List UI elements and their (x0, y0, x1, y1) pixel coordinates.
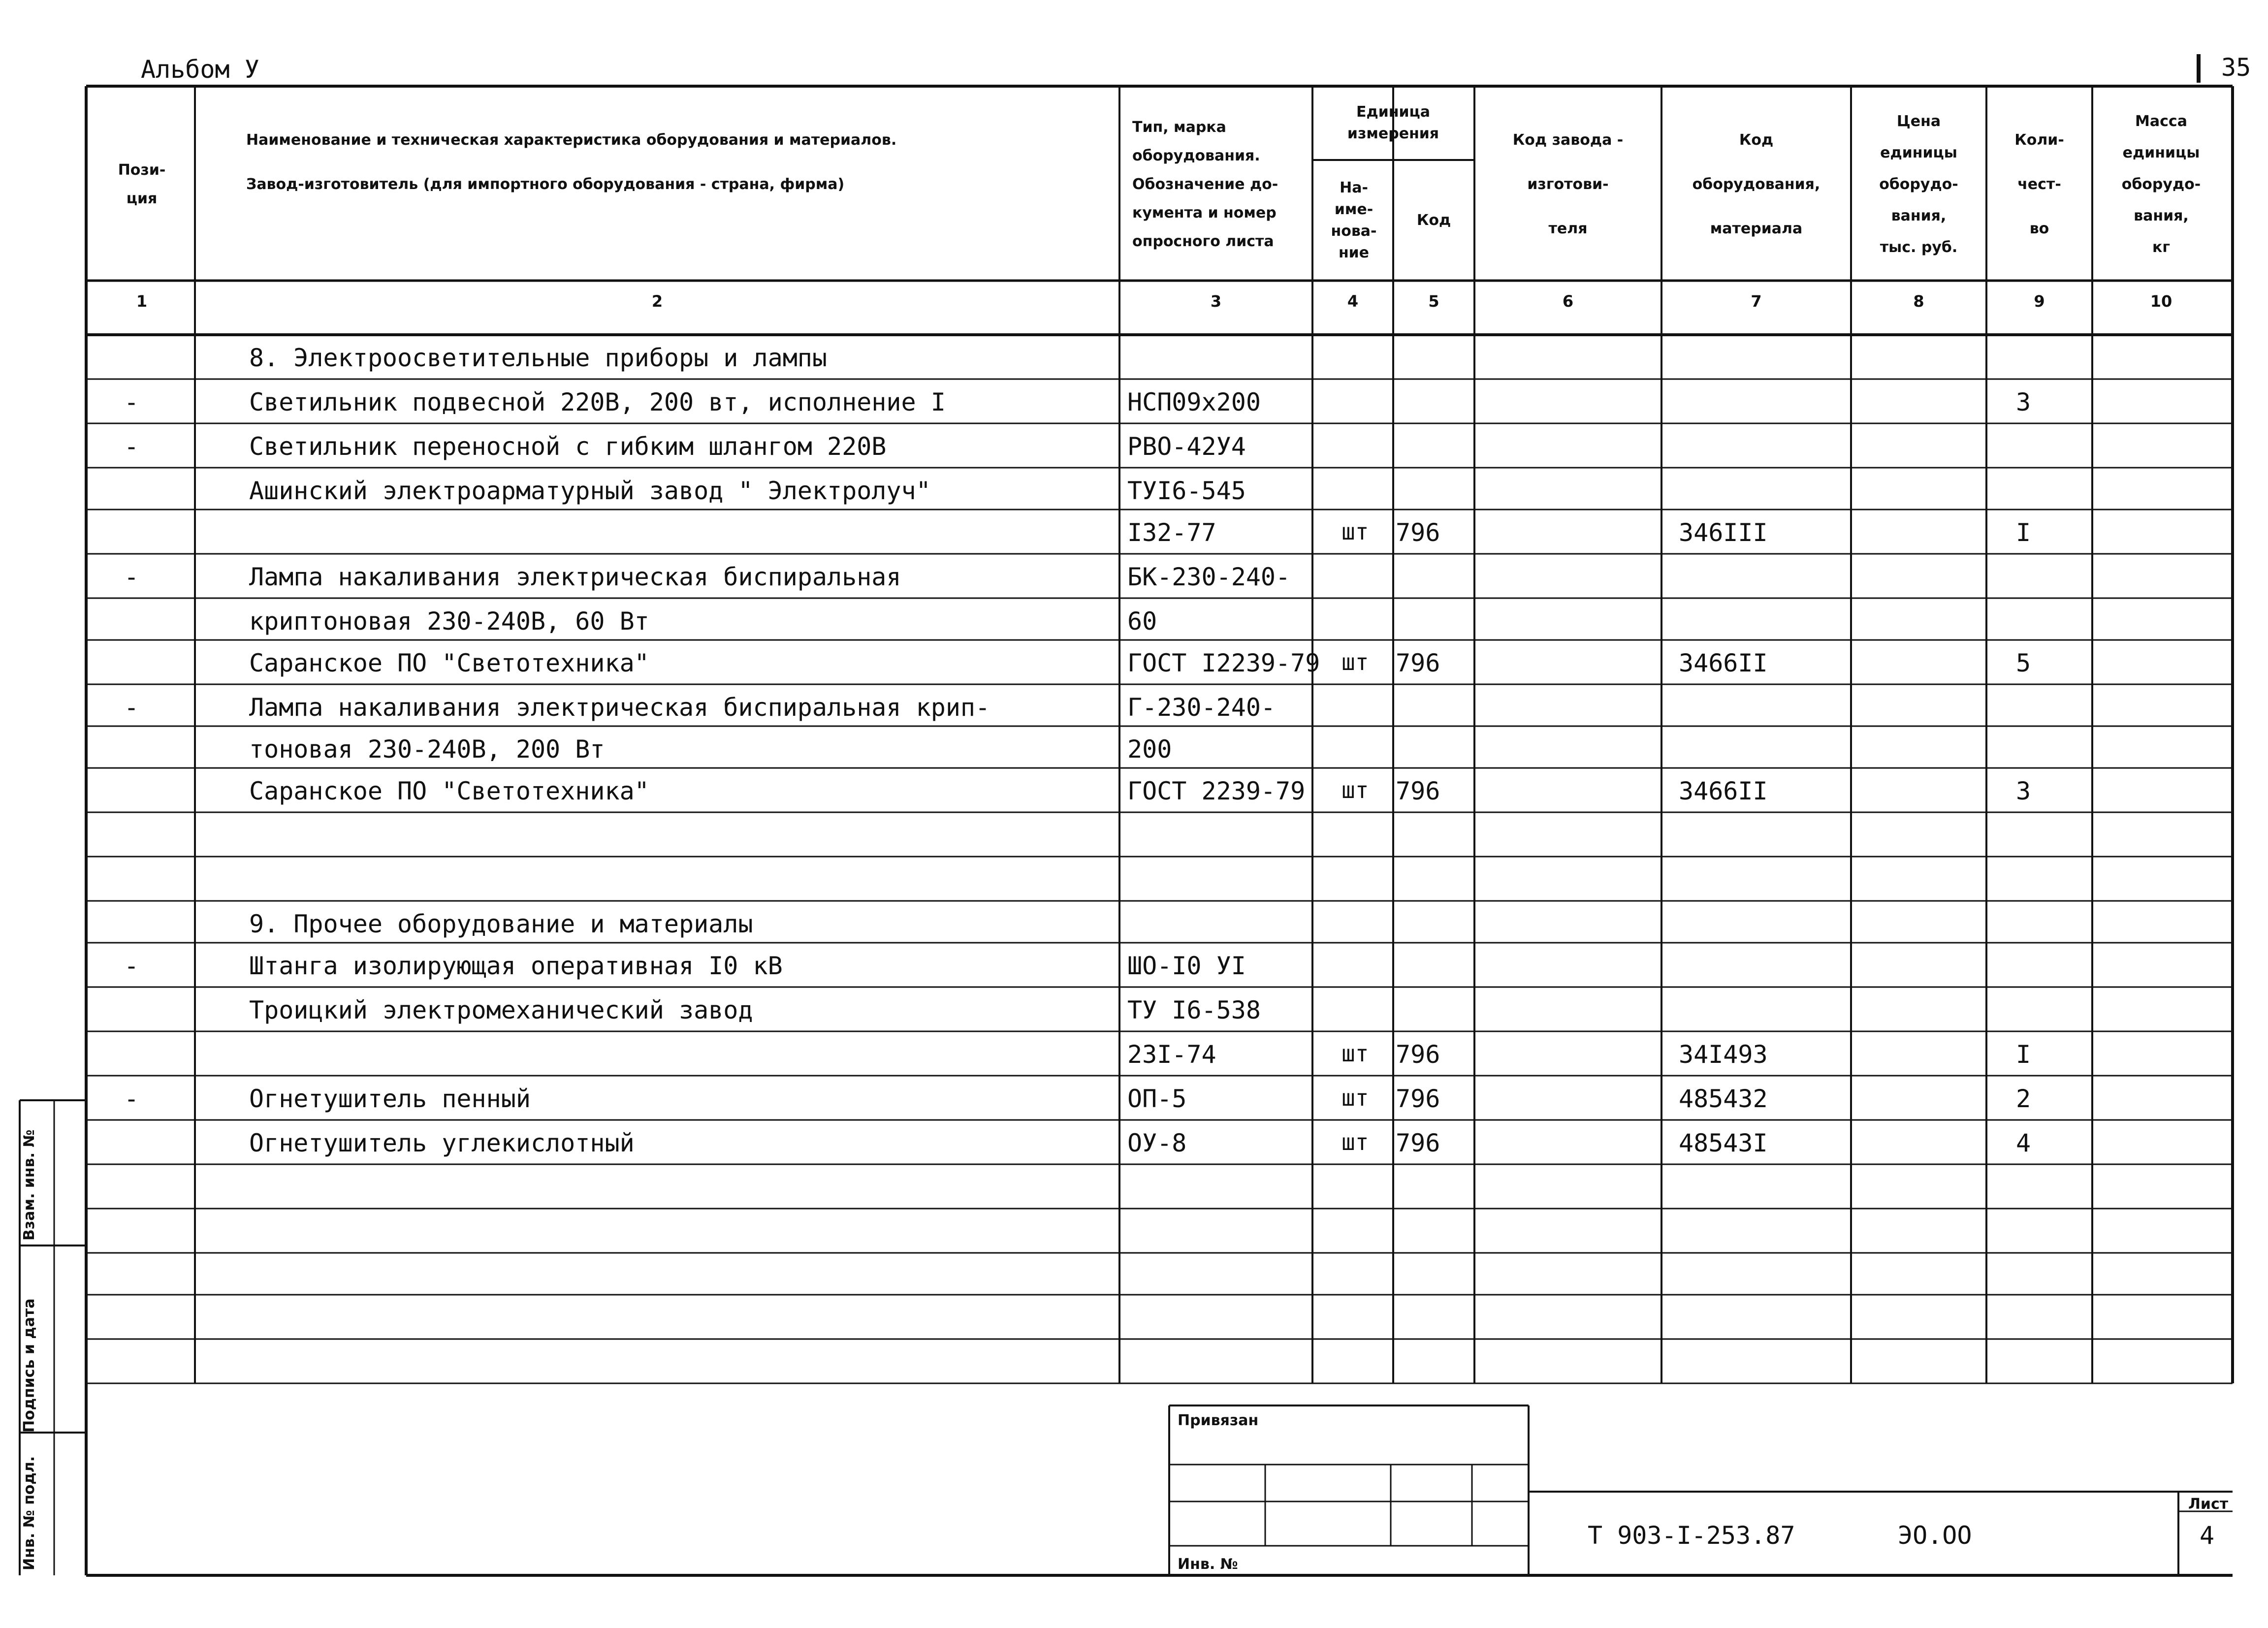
cell-type: ГОСТ I2239-79 (1127, 649, 1320, 677)
side-label-inv-original: Инв. № подл. (21, 1456, 38, 1570)
cell-type: ШО-I0 УI (1127, 952, 1246, 980)
col-header-type: Тип, марка оборудования. Обозначение до- кумента и номер опросного листа (1132, 119, 1278, 250)
cell-name: 8. Электроосветительные приборы и лампы (249, 344, 827, 372)
cell-pos: - (124, 432, 139, 461)
col-num-9: 9 (2034, 292, 2045, 311)
col-header-mass: Масса единицы оборудо- вания, кг (2121, 113, 2201, 256)
side-label-signature-date: Подпись и дата (21, 1298, 38, 1433)
cell-type: ТУ I6-538 (1127, 996, 1261, 1024)
cell-name: Огнетушитель углекислотный (249, 1129, 635, 1157)
cell-unit: шт (1342, 518, 1369, 545)
cell-name: Лампа накаливания электрическая биспиральная крип- (249, 693, 990, 722)
cell-type: I32-77 (1127, 518, 1216, 547)
cell-name: Штанга изолирующая оперативная I0 кВ (249, 952, 783, 980)
col-header-position: Пози- ция (118, 161, 166, 207)
cell-unit: шт (1342, 649, 1369, 675)
cell-pos: - (124, 693, 139, 722)
stamp-bound-label: Привязан (1178, 1412, 1259, 1429)
stamp-sheet-label: Лист (2188, 1496, 2229, 1513)
cell-ucode: 796 (1396, 1040, 1440, 1069)
cell-name: Лампа накаливания электрическая биспиральная (249, 563, 901, 591)
col-num-5: 5 (1428, 292, 1439, 311)
col-header-material-code: Код оборудования, материала (1692, 131, 1821, 237)
cell-type: 60 (1127, 607, 1157, 636)
cell-mcode: 346III (1679, 518, 1768, 547)
cell-type: ГОСТ 2239-79 (1127, 777, 1306, 805)
cell-mcode: 485432 (1679, 1085, 1768, 1113)
col-num-8: 8 (1913, 292, 1924, 311)
cell-name: тоновая 230-240В, 200 Вт (249, 735, 605, 764)
cell-pos: - (124, 388, 139, 416)
cell-name: криптоновая 230-240В, 60 Вт (249, 607, 649, 636)
cell-mcode: 34I493 (1679, 1040, 1768, 1069)
col-num-6: 6 (1562, 292, 1574, 311)
cell-type: 200 (1127, 735, 1172, 764)
stamp-doc-code: Т 903-I-253.87 (1588, 1521, 1795, 1550)
cell-type: РВО-42У4 (1127, 432, 1246, 461)
cell-name: Огнетушитель пенный (249, 1085, 531, 1113)
cell-ucode: 796 (1396, 1129, 1440, 1157)
cell-name: Светильник подвесной 220В, 200 вт, исполнение I (249, 388, 946, 416)
cell-type: БК-230-240- (1127, 563, 1291, 591)
cell-qty: I (2016, 518, 2031, 547)
cell-name: Светильник переносной с гибким шлангом 220В (249, 432, 887, 461)
page-number: 35 (2221, 53, 2251, 82)
cell-ucode: 796 (1396, 777, 1440, 805)
cell-unit: шт (1342, 1085, 1369, 1111)
cell-name: Троицкий электромеханический завод (249, 996, 753, 1024)
cell-mcode: 3466II (1679, 777, 1768, 805)
cell-qty: 2 (2016, 1085, 2031, 1113)
cell-name: Ашинский электроарматурный завод " Электролуч" (249, 477, 931, 505)
cell-qty: 3 (2016, 388, 2031, 416)
album-label: Альбом У (141, 55, 259, 84)
cell-unit: шт (1342, 777, 1369, 803)
cell-ucode: 796 (1396, 649, 1440, 677)
col-header-factory-code: Код завода - изготови- теля (1512, 131, 1624, 237)
cell-pos: - (124, 952, 139, 980)
cell-pos: - (124, 1085, 139, 1113)
col-header-quantity: Коли- чест- во (2014, 131, 2064, 237)
cell-qty: 4 (2016, 1129, 2031, 1157)
stamp-section: ЭО.ОО (1898, 1521, 1972, 1550)
cell-ucode: 796 (1396, 1085, 1440, 1113)
cell-qty: 5 (2016, 649, 2031, 677)
cell-type: ОП-5 (1127, 1085, 1187, 1113)
col-num-4: 4 (1347, 292, 1359, 311)
stamp-inv-label: Инв. № (1178, 1556, 1238, 1573)
col-num-1: 1 (136, 292, 148, 311)
col-num-10: 10 (2150, 292, 2172, 311)
col-header-price: Цена единицы оборудо- вания, тыс. руб. (1879, 113, 1958, 256)
cell-ucode: 796 (1396, 518, 1440, 547)
col-header-name: Наименование и техническая характеристика оборудования и материалов. Завод-изготовитель (для импортного оборудования - страна, фирма) (246, 131, 897, 193)
cell-unit: шт (1342, 1129, 1369, 1155)
col-header-unit-name: На- име- нова- ние (1331, 179, 1377, 261)
cell-pos: - (124, 563, 139, 591)
cell-mcode: 3466II (1679, 649, 1768, 677)
cell-qty: I (2016, 1040, 2031, 1069)
cell-type: ОУ-8 (1127, 1129, 1187, 1157)
col-num-2: 2 (651, 292, 663, 311)
cell-type: Г-230-240- (1127, 693, 1276, 722)
cell-type: 23I-74 (1127, 1040, 1216, 1069)
col-header-unit-group: Единица измерения (1347, 103, 1439, 142)
cell-name: Саранское ПО "Светотехника" (249, 649, 649, 677)
cell-qty: 3 (2016, 777, 2031, 805)
cell-unit: шт (1342, 1040, 1369, 1067)
cell-name: 9. Прочее оборудование и материалы (249, 910, 753, 938)
cell-type: ТУI6-545 (1127, 477, 1246, 505)
col-num-7: 7 (1751, 292, 1762, 311)
col-header-unit-code: Код (1416, 211, 1451, 229)
cell-type: НСП09х200 (1127, 388, 1261, 416)
stamp-sheet-number: 4 (2200, 1521, 2215, 1550)
cell-name: Саранское ПО "Светотехника" (249, 777, 649, 805)
cell-mcode: 48543I (1679, 1129, 1768, 1157)
col-num-3: 3 (1210, 292, 1222, 311)
side-label-replaced-inv: Взам. инв. № (21, 1129, 38, 1241)
